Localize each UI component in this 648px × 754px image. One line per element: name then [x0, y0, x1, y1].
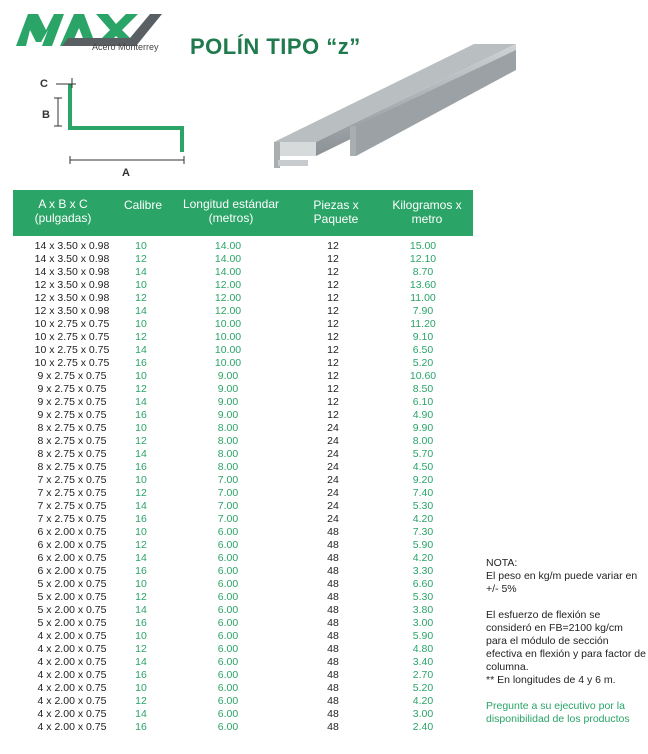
table-row [13, 591, 473, 604]
cell-dims: 8 x 2.75 x 0.75 [37, 461, 107, 473]
cell-piezas: 24 [327, 513, 339, 525]
cell-dims: 4 x 2.00 x 0.75 [37, 708, 107, 720]
cell-dims: 5 x 2.00 x 0.75 [37, 591, 107, 603]
label-c: C [40, 78, 48, 90]
cell-piezas: 48 [327, 617, 339, 629]
cell-longitud: 6.00 [217, 617, 239, 629]
cell-kg: 3.00 [412, 708, 434, 720]
nota-longitudes: ** En longitudes de 4 y 6 m. [486, 674, 616, 686]
cell-kg: 5.20 [412, 357, 434, 369]
cell-longitud: 8.00 [217, 422, 239, 434]
cell-longitud: 9.00 [217, 383, 239, 395]
table-row [13, 669, 473, 682]
nota-text: El peso en kg/m puede variar en +/- 5% [486, 570, 638, 595]
table-row [13, 448, 473, 461]
cell-kg: 10.60 [409, 370, 437, 382]
cell-dims: 4 x 2.00 x 0.75 [37, 682, 107, 694]
cell-piezas: 12 [327, 305, 339, 317]
table-row [13, 240, 473, 253]
cell-kg: 3.80 [412, 604, 434, 616]
cell-calibre: 10 [135, 318, 147, 330]
cell-calibre: 14 [135, 500, 147, 512]
cell-longitud: 9.00 [217, 409, 239, 421]
cell-kg: 9.20 [412, 474, 434, 486]
cell-piezas: 12 [327, 279, 339, 291]
cell-kg: 13.60 [409, 279, 437, 291]
cell-piezas: 24 [327, 487, 339, 499]
cell-longitud: 6.00 [217, 552, 239, 564]
table-row [13, 695, 473, 708]
cell-dims: 5 x 2.00 x 0.75 [37, 604, 107, 616]
cell-kg: 4.20 [412, 552, 434, 564]
table-row [13, 344, 473, 357]
cell-longitud: 6.00 [217, 656, 239, 668]
cell-longitud: 12.00 [214, 279, 242, 291]
cell-longitud: 12.00 [214, 305, 242, 317]
cell-longitud: 7.00 [217, 487, 239, 499]
cell-calibre: 12 [135, 292, 147, 304]
table-row [13, 630, 473, 643]
cell-calibre: 14 [135, 708, 147, 720]
cell-piezas: 48 [327, 565, 339, 577]
cell-calibre: 14 [135, 552, 147, 564]
table-row [13, 526, 473, 539]
cell-dims: 6 x 2.00 x 0.75 [37, 526, 107, 538]
cell-kg: 9.10 [412, 331, 434, 343]
table-body [13, 240, 473, 734]
cell-piezas: 12 [327, 383, 339, 395]
cell-dims: 8 x 2.75 x 0.75 [37, 448, 107, 460]
cell-longitud: 10.00 [214, 331, 242, 343]
cell-dims: 10 x 2.75 x 0.75 [34, 344, 110, 356]
table-row [13, 552, 473, 565]
cell-dims: 5 x 2.00 x 0.75 [37, 617, 107, 629]
cell-kg: 4.20 [412, 513, 434, 525]
cell-kg: 5.30 [412, 591, 434, 603]
cell-calibre: 16 [135, 409, 147, 421]
cell-calibre: 10 [135, 682, 147, 694]
header-longitud: Longitud estándar (metros) [182, 197, 280, 225]
cell-kg: 5.90 [412, 539, 434, 551]
cell-longitud: 6.00 [217, 695, 239, 707]
cell-longitud: 8.00 [217, 435, 239, 447]
cell-kg: 5.20 [412, 682, 434, 694]
table-row [13, 565, 473, 578]
cell-calibre: 10 [135, 630, 147, 642]
table-row [13, 305, 473, 318]
cell-piezas: 12 [327, 253, 339, 265]
cell-longitud: 6.00 [217, 591, 239, 603]
cell-dims: 10 x 2.75 x 0.75 [34, 318, 110, 330]
cell-calibre: 10 [135, 526, 147, 538]
cell-piezas: 12 [327, 370, 339, 382]
cell-kg: 4.80 [412, 643, 434, 655]
table-row [13, 656, 473, 669]
cell-piezas: 48 [327, 539, 339, 551]
table-row [13, 253, 473, 266]
cell-kg: 3.00 [412, 617, 434, 629]
table-row [13, 617, 473, 630]
cell-dims: 6 x 2.00 x 0.75 [37, 552, 107, 564]
cell-dims: 7 x 2.75 x 0.75 [37, 513, 107, 525]
cell-piezas: 12 [327, 396, 339, 408]
cell-piezas: 12 [327, 292, 339, 304]
cell-longitud: 14.00 [214, 266, 242, 278]
cell-kg: 11.00 [410, 292, 436, 304]
cell-piezas: 48 [327, 604, 339, 616]
cell-calibre: 16 [135, 357, 147, 369]
cell-longitud: 7.00 [217, 474, 239, 486]
cell-kg: 5.70 [412, 448, 434, 460]
cell-longitud: 8.00 [217, 461, 239, 473]
cell-calibre: 12 [135, 591, 147, 603]
cell-piezas: 24 [327, 500, 339, 512]
cell-kg: 2.40 [412, 721, 434, 733]
table-row [13, 370, 473, 383]
cell-dims: 12 x 3.50 x 0.98 [34, 279, 110, 291]
cell-kg: 3.40 [412, 656, 434, 668]
cell-longitud: 6.00 [217, 578, 239, 590]
header-kg: Kilogramos x metro [392, 198, 462, 226]
cell-longitud: 6.00 [217, 669, 239, 681]
table-row [13, 708, 473, 721]
cell-dims: 10 x 2.75 x 0.75 [34, 331, 110, 343]
cell-dims: 6 x 2.00 x 0.75 [37, 565, 107, 577]
header-calibre: Calibre [123, 198, 162, 212]
cell-calibre: 16 [135, 565, 147, 577]
cell-piezas: 48 [327, 682, 339, 694]
cell-calibre: 10 [135, 370, 147, 382]
cell-longitud: 8.00 [217, 448, 239, 460]
cell-calibre: 14 [135, 604, 147, 616]
cell-kg: 12.10 [409, 253, 437, 265]
cell-kg: 4.20 [412, 695, 434, 707]
table-row [13, 500, 473, 513]
cell-calibre: 12 [135, 383, 147, 395]
cell-longitud: 7.00 [217, 513, 239, 525]
nota-title: NOTA: [486, 557, 518, 569]
profile-diagram [36, 74, 206, 184]
cell-piezas: 12 [327, 318, 339, 330]
cell-calibre: 12 [135, 643, 147, 655]
cell-calibre: 14 [135, 656, 147, 668]
table-row [13, 383, 473, 396]
cell-calibre: 16 [135, 721, 147, 733]
cell-longitud: 6.00 [217, 604, 239, 616]
cell-longitud: 6.00 [217, 526, 239, 538]
cell-kg: 4.90 [412, 409, 434, 421]
cell-calibre: 10 [135, 474, 147, 486]
cell-piezas: 48 [327, 721, 339, 733]
cell-kg: 5.30 [412, 500, 434, 512]
cell-dims: 14 x 3.50 x 0.98 [34, 240, 110, 252]
table-row [13, 331, 473, 344]
cell-calibre: 14 [135, 344, 147, 356]
cell-calibre: 12 [135, 331, 147, 343]
table-row [13, 266, 473, 279]
cell-kg: 7.90 [412, 305, 434, 317]
table-row [13, 474, 473, 487]
cell-dims: 7 x 2.75 x 0.75 [37, 474, 107, 486]
cell-piezas: 48 [327, 669, 339, 681]
cell-longitud: 14.00 [214, 240, 242, 252]
cell-calibre: 12 [135, 253, 147, 265]
table-header [13, 190, 473, 236]
cell-calibre: 12 [135, 539, 147, 551]
cell-calibre: 12 [135, 695, 147, 707]
cell-piezas: 48 [327, 591, 339, 603]
cell-calibre: 14 [135, 396, 147, 408]
cell-kg: 11.20 [410, 318, 436, 330]
cell-dims: 4 x 2.00 x 0.75 [37, 695, 107, 707]
table-row [13, 396, 473, 409]
cell-piezas: 48 [327, 643, 339, 655]
cell-dims: 8 x 2.75 x 0.75 [37, 422, 107, 434]
cell-calibre: 14 [135, 305, 147, 317]
cell-kg: 8.00 [412, 435, 434, 447]
cell-kg: 2.70 [412, 669, 434, 681]
cell-kg: 6.50 [412, 344, 434, 356]
cell-kg: 3.30 [412, 565, 434, 577]
cell-kg: 7.30 [412, 526, 434, 538]
table-row [13, 539, 473, 552]
cell-piezas: 12 [327, 266, 339, 278]
cell-kg: 6.10 [412, 396, 434, 408]
cell-kg: 8.50 [412, 383, 434, 395]
cell-piezas: 48 [327, 578, 339, 590]
nota-contacto: Pregunte a su ejecutivo por la disponibilidad de los productos [486, 700, 630, 725]
cell-dims: 9 x 2.75 x 0.75 [37, 409, 107, 421]
cell-piezas: 48 [327, 695, 339, 707]
cell-calibre: 16 [135, 513, 147, 525]
cell-dims: 12 x 3.50 x 0.98 [34, 292, 110, 304]
cell-calibre: 12 [135, 487, 147, 499]
cell-dims: 5 x 2.00 x 0.75 [37, 578, 107, 590]
cell-calibre: 16 [135, 461, 147, 473]
cell-piezas: 24 [327, 422, 339, 434]
cell-longitud: 7.00 [217, 500, 239, 512]
brand-subtitle: Acero Monterrey [92, 42, 159, 52]
cell-longitud: 10.00 [214, 357, 242, 369]
cell-dims: 12 x 3.50 x 0.98 [34, 305, 110, 317]
table-row [13, 435, 473, 448]
cell-longitud: 9.00 [217, 370, 239, 382]
table-row [13, 721, 473, 734]
cell-calibre: 16 [135, 669, 147, 681]
cell-dims: 8 x 2.75 x 0.75 [37, 435, 107, 447]
cell-piezas: 24 [327, 435, 339, 447]
cell-longitud: 9.00 [217, 396, 239, 408]
table-row [13, 292, 473, 305]
cell-kg: 5.90 [412, 630, 434, 642]
cell-longitud: 6.00 [217, 630, 239, 642]
cell-dims: 9 x 2.75 x 0.75 [37, 396, 107, 408]
page-title: POLÍN TIPO “z” [190, 34, 361, 59]
table-row [13, 578, 473, 591]
cell-calibre: 16 [135, 617, 147, 629]
cell-calibre: 10 [135, 279, 147, 291]
cell-longitud: 10.00 [214, 344, 242, 356]
table-row [13, 279, 473, 292]
cell-piezas: 48 [327, 526, 339, 538]
cell-dims: 14 x 3.50 x 0.98 [34, 266, 110, 278]
cell-piezas: 24 [327, 448, 339, 460]
label-b: B [42, 109, 50, 121]
cell-longitud: 12.00 [214, 292, 242, 304]
cell-longitud: 6.00 [217, 721, 239, 733]
header-dims: A x B x C (pulgadas) [34, 197, 92, 225]
cell-calibre: 14 [135, 266, 147, 278]
cell-dims: 4 x 2.00 x 0.75 [37, 643, 107, 655]
cell-piezas: 12 [327, 344, 339, 356]
cell-dims: 10 x 2.75 x 0.75 [34, 357, 110, 369]
cell-piezas: 12 [327, 240, 339, 252]
nota-esfuerzo: El esfuerzo de flexión se consideró en FB=2100 kg/cm para el módulo de sección efectiva en flexión y para factor de columna. [486, 609, 646, 673]
cell-dims: 4 x 2.00 x 0.75 [37, 630, 107, 642]
table-row [13, 643, 473, 656]
cell-kg: 15.00 [409, 240, 437, 252]
cell-kg: 8.70 [412, 266, 434, 278]
cell-piezas: 12 [327, 331, 339, 343]
table-row [13, 422, 473, 435]
table-row [13, 682, 473, 695]
cell-calibre: 10 [135, 240, 147, 252]
cell-dims: 4 x 2.00 x 0.75 [37, 669, 107, 681]
table-row [13, 318, 473, 331]
cell-dims: 9 x 2.75 x 0.75 [37, 370, 107, 382]
table-row [13, 604, 473, 617]
cell-piezas: 24 [327, 461, 339, 473]
cell-calibre: 10 [135, 422, 147, 434]
cell-calibre: 12 [135, 435, 147, 447]
cell-piezas: 12 [327, 357, 339, 369]
cell-longitud: 10.00 [214, 318, 242, 330]
cell-longitud: 6.00 [217, 708, 239, 720]
cell-dims: 4 x 2.00 x 0.75 [37, 656, 107, 668]
zee-purlin-illustration [268, 40, 524, 180]
cell-longitud: 14.00 [214, 253, 242, 265]
cell-calibre: 14 [135, 448, 147, 460]
cell-longitud: 6.00 [217, 565, 239, 577]
cell-kg: 7.40 [412, 487, 434, 499]
label-a: A [122, 167, 130, 179]
cell-longitud: 6.00 [217, 643, 239, 655]
notes [486, 557, 646, 739]
cell-piezas: 48 [327, 656, 339, 668]
cell-kg: 9.90 [412, 422, 434, 434]
cell-dims: 6 x 2.00 x 0.75 [37, 539, 107, 551]
table-row [13, 357, 473, 370]
cell-dims: 7 x 2.75 x 0.75 [37, 487, 107, 499]
cell-longitud: 6.00 [217, 682, 239, 694]
cell-calibre: 10 [135, 578, 147, 590]
cell-dims: 9 x 2.75 x 0.75 [37, 383, 107, 395]
cell-kg: 6.60 [412, 578, 434, 590]
cell-piezas: 24 [327, 474, 339, 486]
cell-kg: 4.50 [412, 461, 434, 473]
cell-piezas: 12 [327, 409, 339, 421]
cell-longitud: 6.00 [217, 539, 239, 551]
cell-dims: 4 x 2.00 x 0.75 [37, 721, 107, 733]
cell-piezas: 48 [327, 552, 339, 564]
table-row [13, 409, 473, 422]
cell-dims: 7 x 2.75 x 0.75 [37, 500, 107, 512]
table-row [13, 487, 473, 500]
table-row [13, 513, 473, 526]
cell-piezas: 48 [327, 630, 339, 642]
table-row [13, 461, 473, 474]
header-piezas: Piezas x Paquete [313, 198, 359, 226]
cell-piezas: 48 [327, 708, 339, 720]
cell-dims: 14 x 3.50 x 0.98 [34, 253, 110, 265]
